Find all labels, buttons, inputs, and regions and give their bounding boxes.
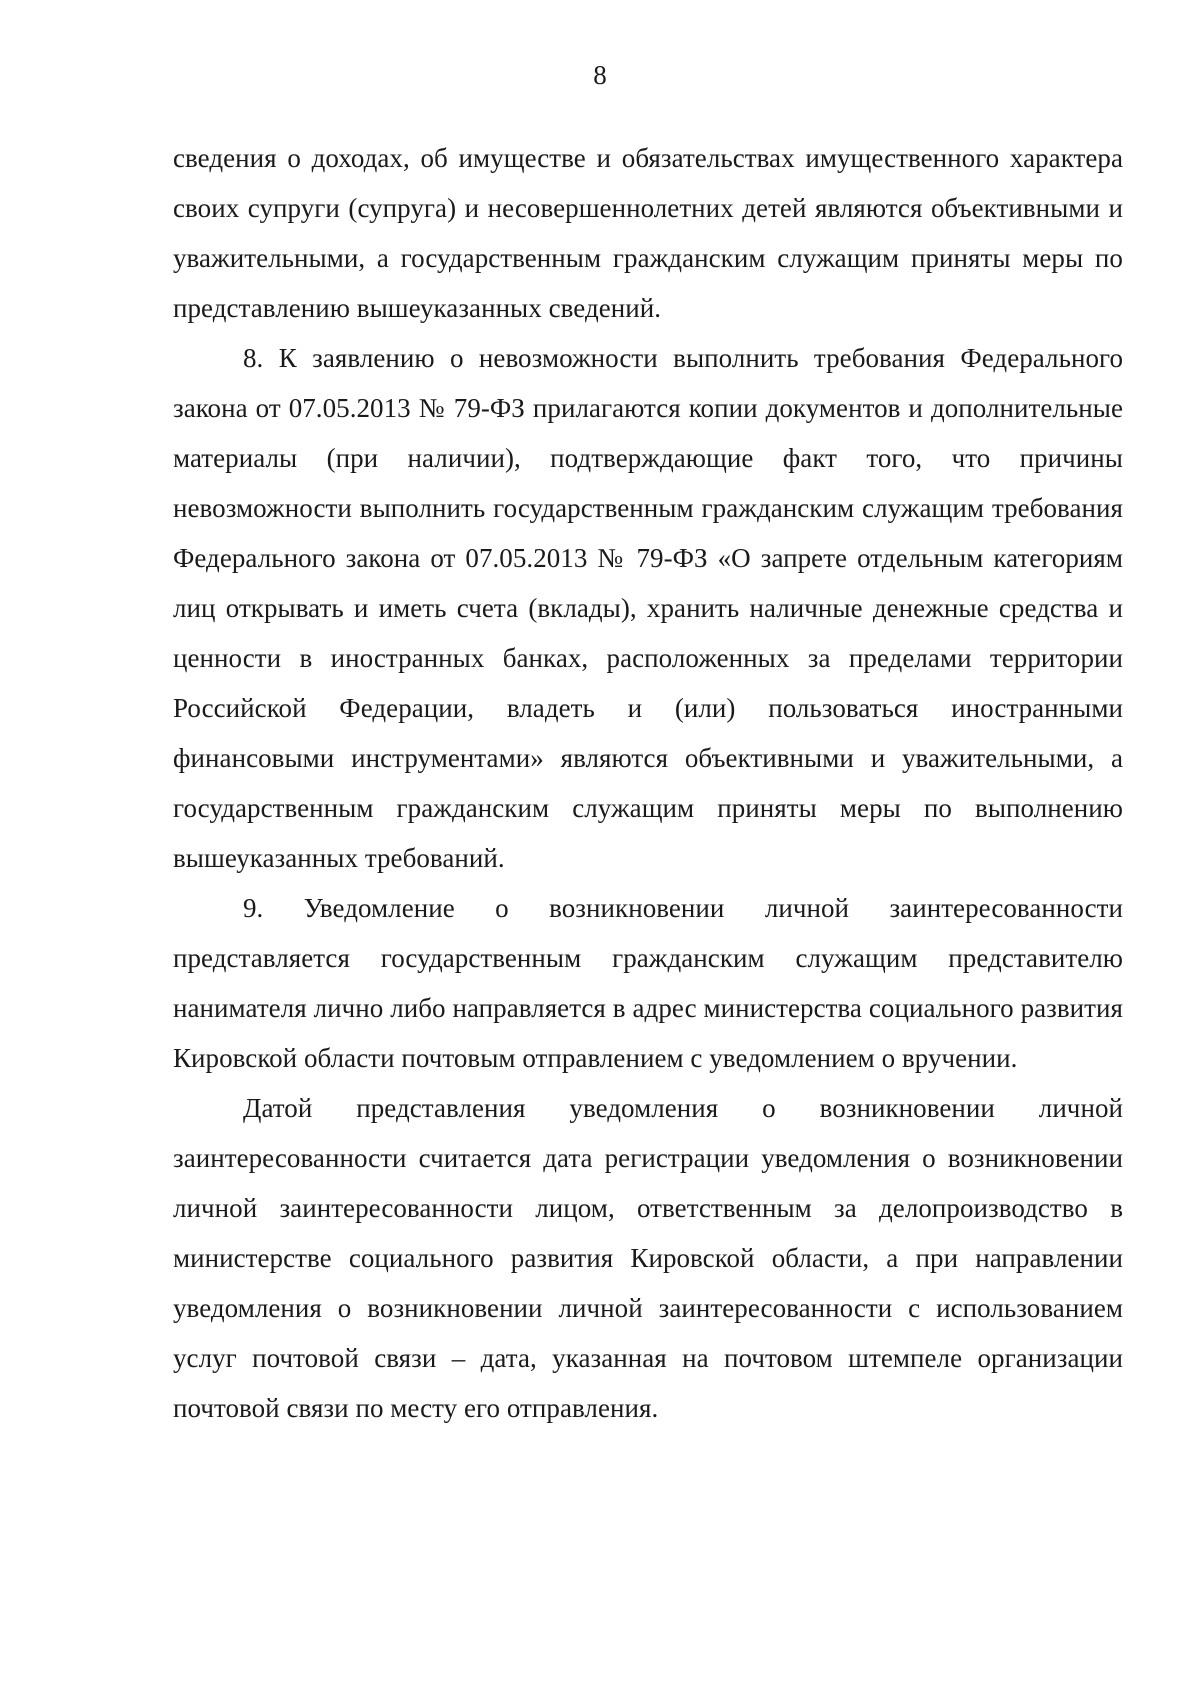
page-number: 8 bbox=[593, 60, 607, 90]
paragraph-notification-date: Датой представления уведомления о возникновении личной заинтересованности считается дата регистрации уведомления о возникновении личной заинтересованности лицом, ответственным за делопроизводство в министерстве социального развития Кировской области, а при направлении уведомления о возникновении личной заинтересованности с использованием услуг почтовой связи – дата, указанная на почтовом штемпеле организации почтовой связи по месту его отправления. bbox=[173, 1093, 1123, 1423]
paragraph-item-9: 9. Уведомление о возникновении личной заинтересованности представляется государственным гражданским служащим представителю нанимателя лично либо направляется в адрес министерства социального развития Кировской области почтовым отправлением с уведомлением о вручении. bbox=[173, 893, 1123, 1073]
document-body bbox=[173, 133, 1123, 1433]
paragraph-item-8: 8. К заявлению о невозможности выполнить требования Федерального закона от 07.05.2013 № 79-ФЗ прилагаются копии документов и дополнительные материалы (при наличии), подтверждающие факт того, что причины невозможности выполнить государственным гражданским служащим требования Федерального закона от 07.05.2013 № 79-ФЗ «О запрете отдельным категориям лиц открывать и иметь счета (вклады), хранить наличные денежные средства и ценности в иностранных банках, расположенных за пределами территории Российской Федерации, владеть и (или) пользоваться иностранными финансовыми инструментами» являются объективными и уважительными, а государственным гражданским служащим приняты меры по выполнению вышеуказанных требований. bbox=[173, 343, 1123, 873]
paragraph-continuation: сведения о доходах, об имуществе и обязательствах имущественного характера своих супруги (супруга) и несовершеннолетних детей являются объективными и уважительными, а государственным гражданским служащим приняты меры по представлению вышеуказанных сведений. bbox=[173, 143, 1123, 323]
